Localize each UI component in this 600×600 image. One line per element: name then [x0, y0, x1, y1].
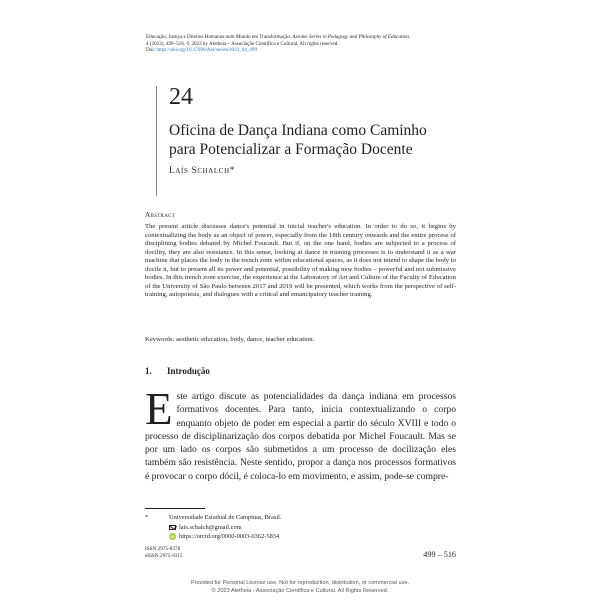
header-book-title: Educação, Justiça e Direitos Humanos num Mundo em Transformação.	[146, 34, 293, 40]
abstract-heading: Abstract	[145, 211, 176, 219]
issn-electronic: eISSN:2975-9315	[145, 552, 183, 559]
license-line-2: © 2023 Aletheia - Associação Científica e Cultural. All Rights Reserved.	[211, 588, 389, 594]
doi-label: Doi:	[146, 47, 157, 54]
license-line-1: Provided for Personal License use. Not for reproduction, distribution, or commercial use.	[190, 580, 410, 586]
envelope-icon	[169, 525, 176, 530]
section-heading	[145, 366, 210, 376]
author-name: Laís Schalch*	[169, 166, 236, 176]
intro-paragraph	[145, 384, 456, 483]
drop-cap: E	[145, 384, 173, 434]
chapter-title	[169, 121, 469, 159]
author-footnote	[145, 513, 282, 542]
footnote-mark: *	[145, 514, 149, 521]
chapter-number: 24	[169, 84, 193, 110]
intro-text: ste artigo discute as potencialidades da dança indiana em processos formativos docentes. Para tanto, inicia contextualizando o corpo enquanto objeto de poder em especial a partir do século XVIII e todo o processo de disciplinarização dos corpos debatida por Michel Foucault. Mas se por um lado os corpos são submetidos a um processo de docilização eles também são resistência. Neste sentido, propor a dança nos processos formativos é provocar o corpo dócil, é coloca-lo em movimento, e assim, pode-se compre-	[145, 391, 456, 482]
header-line-2: 4 (2023), 499–516. © 2023 by Aletheia – Associação Científica e Cultural. All rights reserved.	[146, 40, 339, 47]
footnote-email-line	[169, 523, 282, 533]
running-header	[146, 34, 456, 54]
issn-print: ISSN:2975-8378	[145, 546, 181, 552]
header-line-1	[146, 34, 456, 41]
header-doi	[146, 47, 456, 54]
license-footer	[0, 579, 600, 595]
footnote-divider	[145, 508, 205, 509]
section-title: Introdução	[167, 366, 210, 376]
footnote-email[interactable]: lais.schalch@gmail.com	[179, 523, 242, 531]
header-series-title: Axiome Series in Pedagogy and Philosophy of Education,	[292, 34, 411, 40]
section-number: 1.	[145, 366, 152, 376]
orcid-icon: iD	[170, 534, 175, 540]
keywords: Keywords: aesthetic education, body, dance, teacher education.	[145, 336, 315, 343]
abstract-body: The present article discusses dance's potential in inicial teacher's education. In order to do so, it begins by contextualizing the body as an object of power, especially from the 18th century onwards and the entire process of disciplining bodies debated by Michel Foucault. But if, on the one hand, bodies are subjected to a process of docility, they are also resistance. In this sense, looking at dance in training processes is to understand it as a war machine that places the body in the trench zone within educational spaces, as it does not intend to shape the body to docile it, but to present all its power and potential, possibility of making new bodies – powerful and not submissive bodies. In this trench zone exercise, the experience at the Laboratory of Art and Culture of the Faculty of Education of the University of São Paulo between 2017 and 2019 will be presented, which works from the perspective of self-training, autopoiesis, and dialogues with a critical and emancipatory teacher training.	[145, 223, 456, 299]
chapter-vertical-rule	[156, 86, 157, 196]
chapter-title-line-1: Oficina de Dança Indiana como Caminho	[169, 122, 427, 139]
page-range: 499 – 516	[423, 550, 456, 559]
doi-link[interactable]: https://doi.org/10.17990/Axi/series/2023_04_499	[156, 47, 257, 54]
footnote-orcid[interactable]: https://orcid.org/0000-0003-0362-5834	[179, 533, 280, 541]
chapter-title-line-2: para Potencializar a Formação Docente	[169, 141, 413, 158]
footnote-orcid-line	[169, 532, 282, 542]
issn-block	[145, 546, 182, 559]
footnote-affiliation: Universidade Estadual de Campinas, Brasil.	[169, 514, 282, 521]
